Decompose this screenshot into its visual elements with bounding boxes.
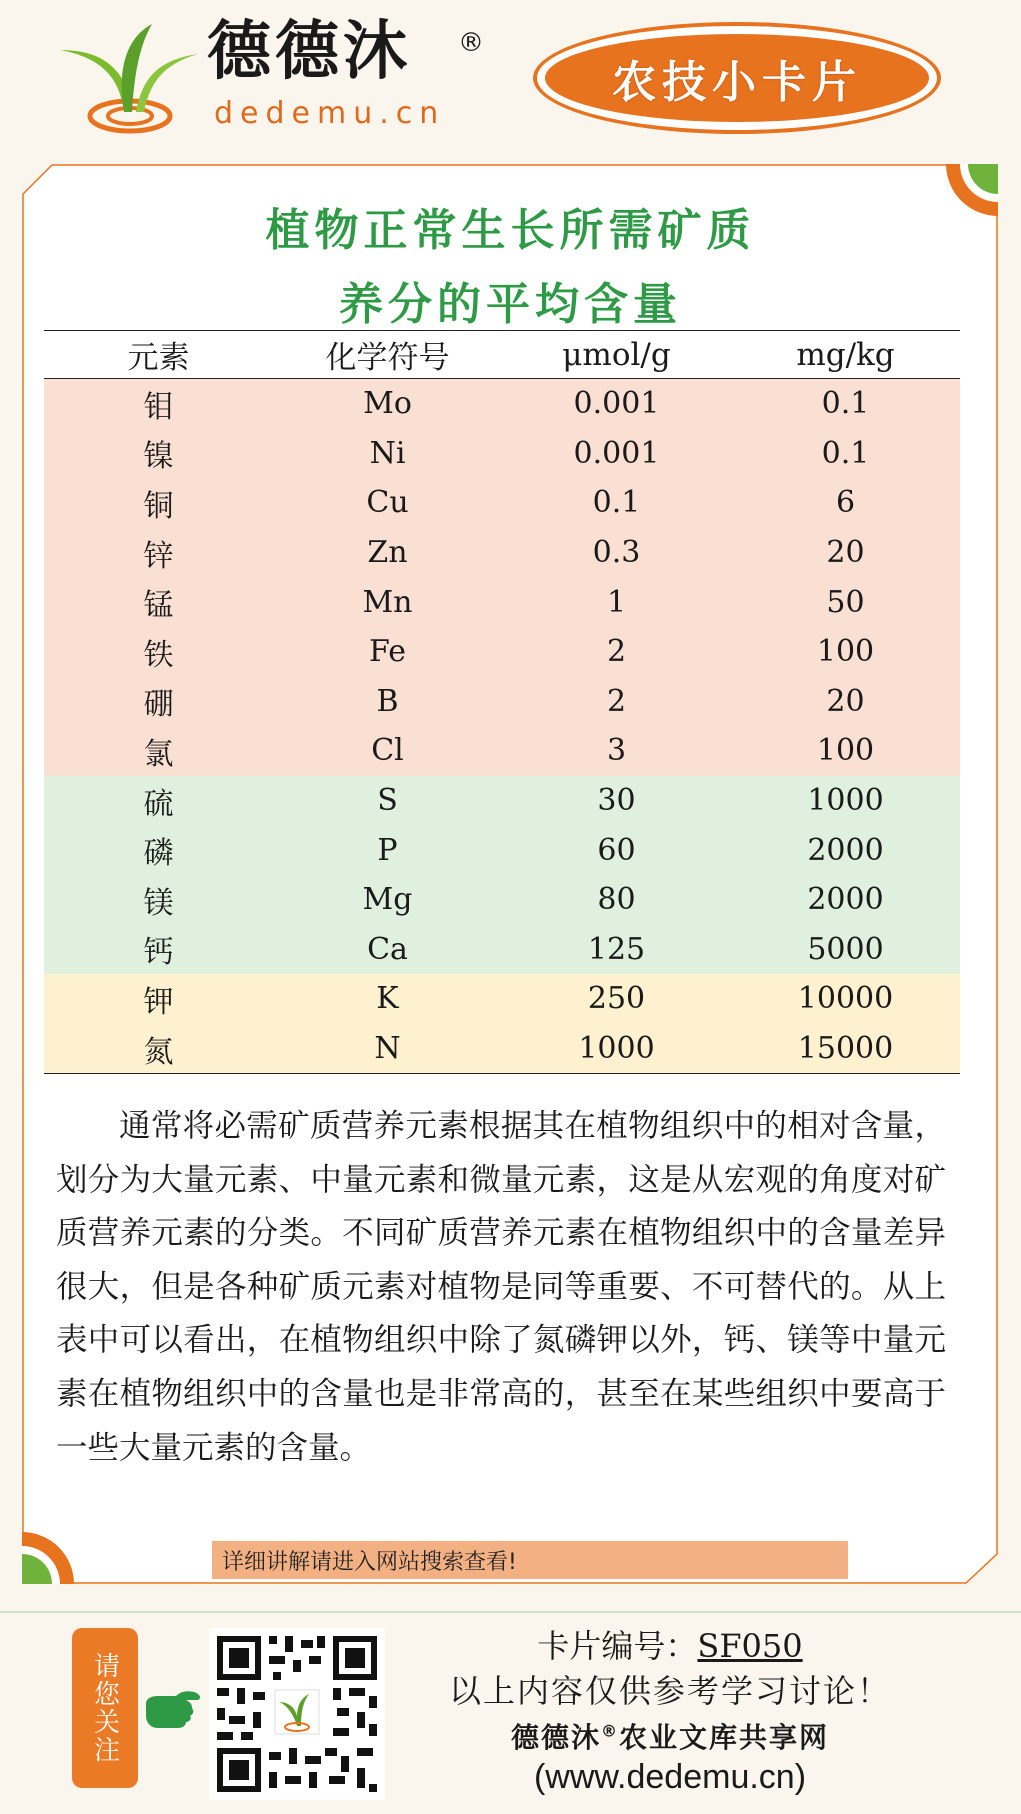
nutrient-table [44,330,960,1074]
cell-umol: 0.3 [592,535,641,571]
table-row [44,528,960,578]
cell-symbol: Cu [366,485,409,521]
cell-umol: 1000 [578,1031,655,1067]
library-brand: 德德沐 [510,1721,601,1754]
cell-element: 磷 [143,836,174,872]
registered-mark: ® [458,28,484,58]
explanation-paragraph: 通常将必需矿质营养元素根据其在植物组织中的相对含量，划分为大量元素、中量元素和微量元素，这是从宏观的角度对矿质营养元素的分类。不同矿质营养元素在植物组织中的含量差异很大，但是各种矿质元素对植物是同等重要、不可替代的。从上表中可以看出，在植物组织中除了氮磷钾以外，钙、镁等中量元素在植物组织中的含量也是非常高的，甚至在某些组织中要高于一些大量元素的含量。 [56,1108,946,1466]
table-row [44,825,960,875]
table-row [44,925,960,975]
cell-symbol: Zn [367,535,408,571]
table-row [44,429,960,479]
cell-element: 钙 [143,935,174,971]
registered-mark: ® [601,1721,619,1741]
table-header [44,331,960,379]
cell-mgkg: 2000 [807,832,884,868]
cell-symbol: P [377,832,398,868]
header [0,0,1021,150]
cell-mgkg: 0.1 [821,386,870,422]
cell-umol: 1 [606,584,627,620]
cell-umol: 3 [606,733,627,769]
sprout-logo-icon [52,20,202,140]
table-row [44,875,960,925]
cell-element: 钾 [143,984,174,1020]
cell-element: 镍 [143,439,174,475]
cell-element: 硼 [143,687,174,723]
cell-mgkg: 2000 [807,882,884,918]
table-row [44,776,960,826]
website-hint-bar: 详细讲解请进入网站搜索查看! [212,1541,848,1579]
cell-umol: 0.001 [573,386,660,422]
cell-umol: 2 [606,683,627,719]
table-row [44,726,960,776]
cell-element: 氯 [143,736,174,772]
cell-umol: 60 [597,832,636,868]
cell-mgkg: 100 [816,634,875,670]
card-badge [533,22,941,134]
cell-symbol: S [377,783,398,819]
cell-element: 锰 [143,588,174,624]
table-row [44,577,960,627]
cell-umol: 0.1 [592,485,641,521]
cell-symbol: Mn [362,584,413,620]
card-number-code: SF050 [697,1627,803,1665]
header-symbol: 化学符号 [325,340,450,376]
table-row [44,627,960,677]
cell-symbol: Ca [367,931,408,967]
pointing-hand-icon [142,1686,204,1730]
cell-umol: 30 [597,783,636,819]
cell-mgkg: 5000 [807,931,884,967]
table-row [44,677,960,727]
brand-domain: dedemu.cn [214,96,446,131]
cell-symbol: K [376,981,399,1017]
cell-symbol: Mo [363,386,412,422]
card-number [400,1621,940,1667]
cell-element: 钼 [143,389,174,425]
cell-umol: 0.001 [573,435,660,471]
cell-mgkg: 6 [835,485,856,521]
cell-symbol: Cl [371,733,404,769]
cell-umol: 250 [587,981,646,1017]
header-umol: μmol/g [562,336,671,373]
cell-umol: 80 [597,882,636,918]
cell-mgkg: 20 [826,683,865,719]
cell-element: 硫 [143,786,174,822]
brand-name: 德德沐 [207,15,411,89]
title-line-1: 植物正常生长所需矿质 [265,205,756,256]
library-name [400,1716,940,1756]
cell-symbol: B [376,683,399,719]
card-badge-text: 农技小卡片 [612,57,862,108]
cell-mgkg: 100 [816,733,875,769]
cell-element: 氮 [143,1034,174,1070]
website-link[interactable]: (www.dedemu.cn) [533,1758,807,1796]
cell-symbol: N [374,1031,401,1067]
cell-mgkg: 50 [826,584,865,620]
cell-umol: 125 [587,931,646,967]
cell-symbol: Fe [369,634,406,670]
cell-element: 铁 [143,637,174,673]
cell-umol: 2 [606,634,627,670]
cell-mgkg: 10000 [797,981,894,1017]
follow-us-button[interactable] [72,1628,138,1788]
header-mgkg: mg/kg [796,336,895,373]
table-row [44,974,960,1024]
footer-divider [0,1611,1021,1613]
card-number-label: 卡片编号： [537,1627,698,1665]
title-line-2: 养分的平均含量 [339,279,682,330]
cell-mgkg: 20 [826,535,865,571]
cell-mgkg: 0.1 [821,435,870,471]
header-element: 元素 [127,340,190,376]
cell-symbol: Ni [369,435,406,471]
cell-element: 铜 [143,488,174,524]
cell-element: 镁 [143,885,174,921]
cell-mgkg: 1000 [807,783,884,819]
library-title: 农业文库共享网 [619,1721,830,1754]
qr-code-icon[interactable] [209,1628,385,1800]
table-row [44,478,960,528]
table-row [44,379,960,429]
follow-us-label: 请您关注 [89,1652,120,1764]
table-row [44,1024,960,1074]
cell-element: 锌 [143,538,174,574]
disclaimer: 以上内容仅供参考学习讨论！ [448,1672,891,1710]
cell-symbol: Mg [362,882,413,918]
cell-mgkg: 15000 [797,1031,894,1067]
